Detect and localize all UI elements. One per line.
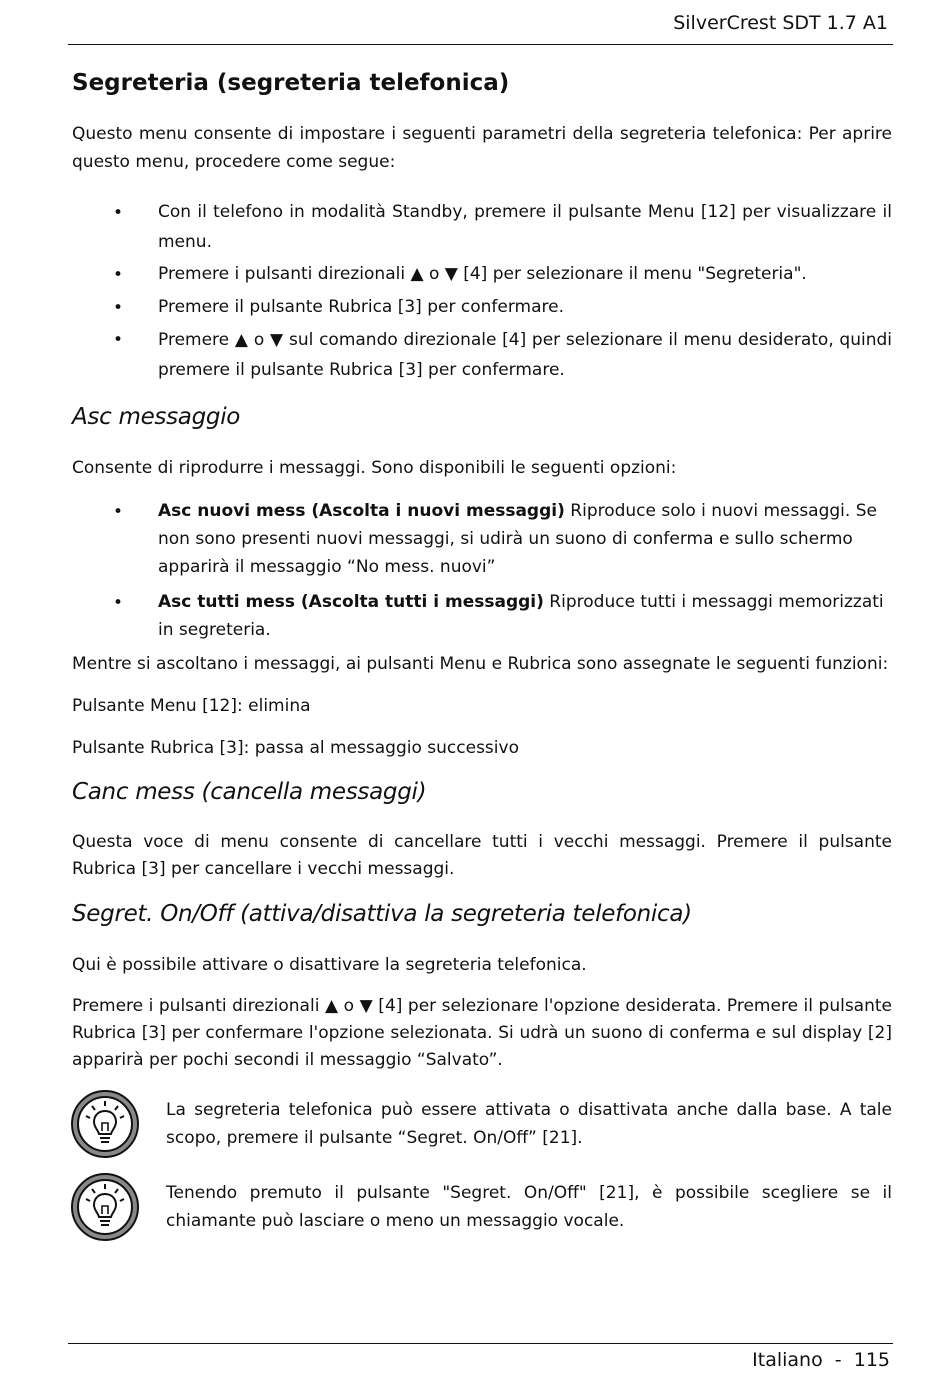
- section-heading-canc: Canc mess (cancella messaggi): [72, 779, 427, 805]
- section-heading-asc: Asc messaggio: [72, 404, 241, 430]
- asc-option-new-desc: Riproduce solo i nuovi messaggi. Se non sono presenti nuovi messaggi, si udirà un suono di conferma e sullo schermo apparirà il messaggio “No mess. nuovi”: [158, 501, 877, 577]
- func-rubrica: Pulsante Rubrica [3]: passa al messaggio successivo: [72, 738, 519, 758]
- onoff-text-2: Premere i pulsanti direzionali ▲ o ▼ [4] per selezionare l'opzione desiderata. Premere il pulsante Rubrica [3] per confermare l'opzione selezionata. Si udrà un suono di conferma e sul display [2] apparirà per pochi secondi il messaggio “Salvato”.: [72, 996, 892, 1070]
- step-item: Con il telefono in modalità Standby, premere il pulsante Menu [12] per visualizzare il menu.: [158, 202, 892, 252]
- note-text-2: Tenendo premuto il pulsante "Segret. On/Off" [21], è possibile scegliere se il chiamante può lasciare o meno un messaggio vocale.: [166, 1183, 892, 1231]
- footer-rule: [68, 1343, 893, 1344]
- bullet-marker: •: [113, 203, 124, 223]
- header-rule: [68, 44, 893, 45]
- bullet-marker: •: [113, 502, 124, 522]
- lightbulb-tip-icon: [70, 1089, 140, 1159]
- bullet-marker: •: [113, 298, 124, 318]
- asc-option-new: [158, 497, 892, 581]
- section-heading-onoff: Segret. On/Off (attiva/disattiva la segreteria telefonica): [72, 901, 692, 927]
- bullet-marker: •: [113, 330, 124, 350]
- lightbulb-tip-icon: [70, 1172, 140, 1242]
- canc-text: Questa voce di menu consente di cancellare tutti i vecchi messaggi. Premere il pulsante Rubrica [3] per cancellare i vecchi messaggi.: [72, 832, 892, 879]
- step-item: Premere il pulsante Rubrica [3] per confermare.: [158, 297, 564, 317]
- page-header-title: SilverCrest SDT 1.7 A1: [673, 12, 888, 34]
- asc-option-all-term: Asc tutti mess (Ascolta tutti i messaggi): [158, 592, 544, 612]
- asc-option-all-desc: Riproduce tutti i messaggi memorizzati in segreteria.: [158, 592, 884, 640]
- step-item: Premere i pulsanti direzionali ▲ o ▼ [4] per selezionare il menu "Segreteria".: [158, 264, 807, 284]
- functions-intro: Mentre si ascoltano i messaggi, ai pulsanti Menu e Rubrica sono assegnate le seguenti funzioni:: [72, 654, 889, 674]
- asc-option-new-term: Asc nuovi mess (Ascolta i nuovi messaggi): [158, 501, 565, 521]
- page-title: Segreteria (segreteria telefonica): [72, 70, 510, 96]
- func-menu: Pulsante Menu [12]: elimina: [72, 696, 311, 716]
- bullet-marker: •: [113, 593, 124, 613]
- step-item: Premere ▲ o ▼ sul comando direzionale [4] per selezionare il menu desiderato, quindi premere il pulsante Rubrica [3] per confermare.: [158, 330, 892, 380]
- asc-option-all: [158, 588, 892, 644]
- bullet-marker: •: [113, 265, 124, 285]
- page-footer-number: Italiano - 115: [752, 1349, 890, 1371]
- asc-intro: Consente di riprodurre i messaggi. Sono disponibili le seguenti opzioni:: [72, 458, 677, 478]
- intro-paragraph: Questo menu consente di impostare i seguenti parametri della segreteria telefonica: Per aprire questo menu, procedere come segue:: [72, 124, 892, 172]
- note-text-1: La segreteria telefonica può essere attivata o disattivata anche dalla base. A tale scopo, premere il pulsante “Segret. On/Off” [21].: [166, 1100, 892, 1148]
- onoff-text-1: Qui è possibile attivare o disattivare la segreteria telefonica.: [72, 955, 587, 975]
